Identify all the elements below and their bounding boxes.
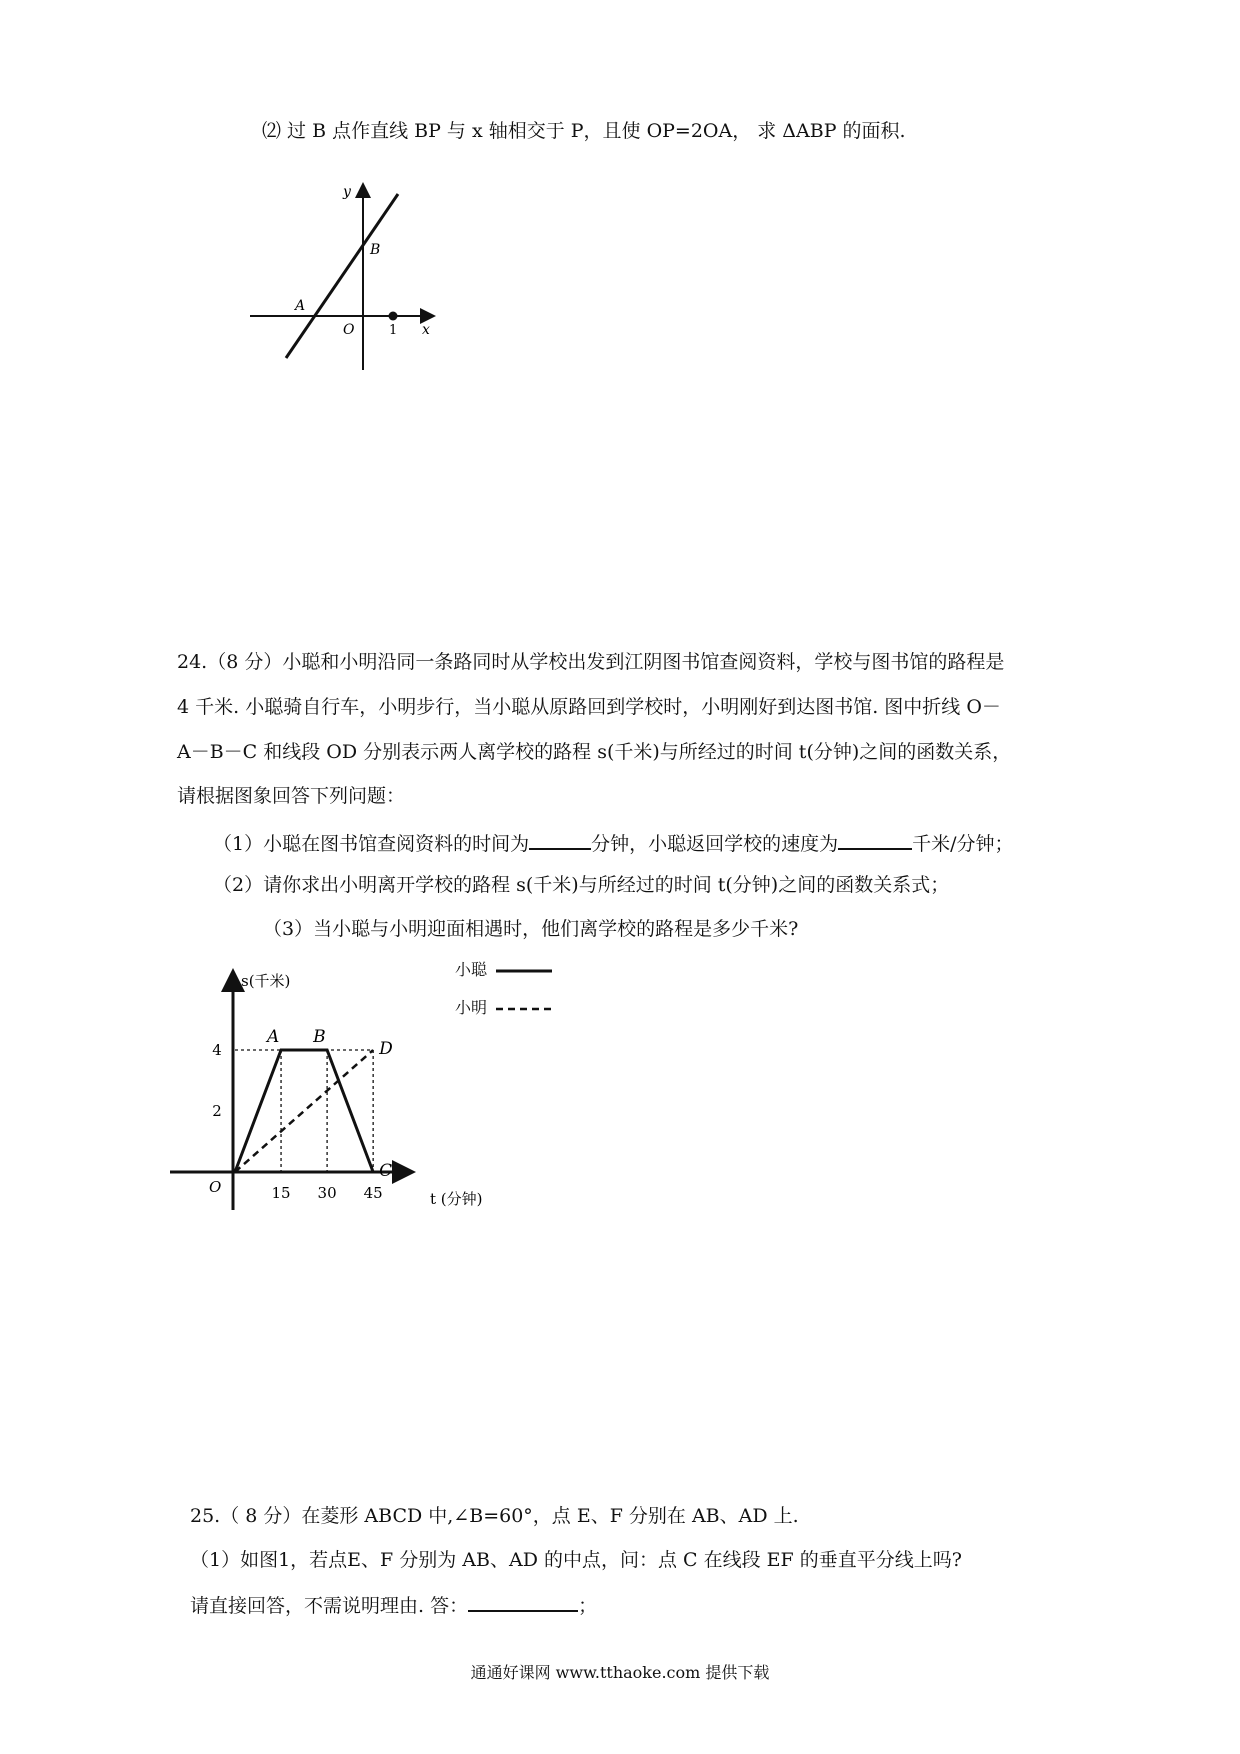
x-tick-30: 30 bbox=[317, 1184, 337, 1202]
q23-part2: ⑵ 过 B 点作直线 BP 与 x 轴相交于 P，且使 OP=2OA， 求 ΔABP 的面积. bbox=[262, 120, 906, 142]
legend-xiaocong bbox=[455, 960, 554, 979]
point-label-b: B bbox=[313, 1027, 326, 1047]
footer: 通通好课网 www.tthaoke.com 提供下载 bbox=[470, 1663, 770, 1682]
label-y: y bbox=[343, 184, 351, 200]
label-x: x bbox=[422, 322, 430, 338]
distance-time-chart bbox=[190, 960, 520, 1208]
q24-line4: 请根据图象回答下列问题： bbox=[177, 785, 406, 807]
q24-line2: 4 千米. 小聪骑自行车，小明步行，当小聪从原路回到学校时，小明刚好到达图书馆. 图中折线 O－ bbox=[177, 696, 1001, 718]
point-one bbox=[389, 312, 398, 321]
coordinate-graph bbox=[240, 180, 440, 370]
q25-line1: 25.（ 8 分）在菱形 ABCD 中,∠B=60°，点 E、F 分别在 AB、AD 上. bbox=[190, 1505, 799, 1527]
x-axis-label: t (分钟) bbox=[430, 1190, 483, 1208]
q24-sub1 bbox=[213, 830, 1014, 856]
point-label-a: A bbox=[267, 1027, 280, 1047]
legend-solid-line bbox=[496, 966, 554, 976]
q24-line1: 24.（8 分）小聪和小明沿同一条路同时从学校出发到江阴图书馆查阅资料，学校与图书馆的路程是 bbox=[177, 651, 1005, 673]
origin-label: O bbox=[209, 1178, 222, 1196]
y-tick-2: 2 bbox=[212, 1102, 222, 1120]
q24-sub1-a: （1）小聪在图书馆查阅资料的时间为 bbox=[213, 833, 530, 855]
point-label-d: D bbox=[379, 1039, 393, 1059]
q25-line2: （1）如图1，若点E、F 分别为 AB、AD 的中点，问：点 C 在线段 EF 的垂直平分线上吗? bbox=[190, 1549, 962, 1571]
label-a: A bbox=[295, 298, 306, 314]
x-tick-15: 15 bbox=[271, 1184, 291, 1202]
q25-line3-text: 请直接回答，不需说明理由. 答： bbox=[190, 1595, 469, 1617]
y-tick-4: 4 bbox=[212, 1041, 222, 1059]
q24-sub1-c: 千米/分钟； bbox=[912, 833, 1014, 855]
legend-label-xiaoming: 小明 bbox=[455, 998, 488, 1017]
legend-label-xiaocong: 小聪 bbox=[455, 960, 488, 979]
answer-blank-2[interactable] bbox=[838, 830, 912, 850]
line-ab bbox=[286, 194, 398, 358]
point-label-c: C bbox=[379, 1161, 393, 1181]
q24-sub2: （2）请你求出小明离开学校的路程 s(千米)与所经过的时间 t(分钟)之间的函数关系式； bbox=[213, 874, 950, 896]
q24-line3: A－B－C 和线段 OD 分别表示两人离学校的路程 s(千米)与所经过的时间 t(分钟)之间的函数关系， bbox=[177, 741, 1012, 763]
q24-sub1-b: 分钟，小聪返回学校的速度为 bbox=[591, 833, 839, 855]
q25-line3 bbox=[190, 1592, 597, 1618]
label-o: O bbox=[343, 322, 355, 338]
label-b: B bbox=[370, 242, 381, 258]
q25-line3-end: ； bbox=[578, 1595, 598, 1617]
answer-blank-1[interactable] bbox=[529, 830, 591, 850]
x-tick-45: 45 bbox=[363, 1184, 383, 1202]
y-axis-label: s(千米) bbox=[241, 972, 291, 990]
answer-blank-3[interactable] bbox=[468, 1592, 578, 1612]
legend-dashed-line bbox=[496, 1004, 554, 1014]
label-one: 1 bbox=[389, 323, 398, 338]
q24-sub3: （3）当小聪与小明迎面相遇时，他们离学校的路程是多少千米? bbox=[263, 918, 799, 940]
legend-xiaoming bbox=[455, 998, 554, 1017]
series-line-xiaoming bbox=[235, 1050, 373, 1172]
